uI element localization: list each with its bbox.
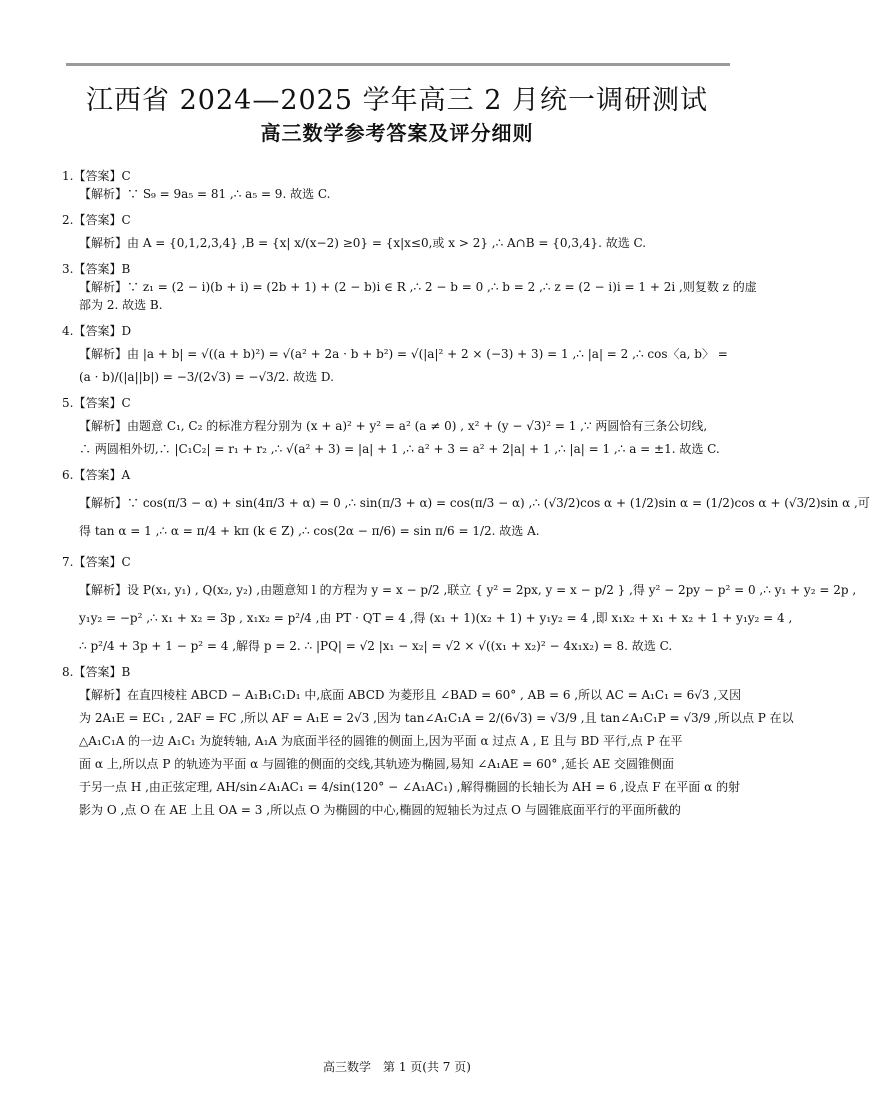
q8-explanation-line: △A₁C₁A 的一边 A₁C₁ 为旋转轴, A₁A 为底面半径的圆锥的侧面上,因为平面 α 过点 A , E 且与 BD 平行,点 P 在平 (79, 734, 683, 748)
q4-explanation-line: 【解析】由 |a + b| = √((a + b)²) = √(a² + 2a · b + b²) = √(|a|² + 2 × (−3) + 3) = 1 ,∴ |a| = 2 ,∴ cos〈a, b〉 = (79, 347, 728, 361)
header-rule (66, 63, 730, 66)
q6-explanation-line: 得 tan α = 1 ,∴ α = π/4 + kπ (k ∈ Z) ,∴ cos(2α − π/6) = sin π/6 = 1/2. 故选 A. (79, 524, 540, 538)
q7-answer: 7.【答案】C (62, 555, 131, 569)
q8-explanation-line: 影为 O ,点 O 在 AE 上且 OA = 3 ,所以点 O 为椭圆的中心,椭圆的短轴长为过点 O 与圆锥底面平行的平面所截的 (79, 803, 681, 817)
q8-explanation-line: 【解析】在直四棱柱 ABCD − A₁B₁C₁D₁ 中,底面 ABCD 为菱形且 ∠BAD = 60° , AB = 6 ,所以 AC = A₁C₁ = 6√3 ,又因 (79, 688, 742, 702)
q5-explanation-line: ∴ 两圆相外切,∴ |C₁C₂| = r₁ + r₂ ,∴ √(a² + 3) = |a| + 1 ,∴ a² + 3 = a² + 2|a| + 1 ,∴ |a| = 1 ,∴ a = ±1. 故选 C. (79, 442, 720, 456)
q6-answer: 6.【答案】A (62, 468, 131, 482)
page-title: 江西省 2024—2025 学年高三 2 月统一调研测试 (86, 85, 708, 116)
q3-explanation-line: 【解析】∵ z₁ = (2 − i)(b + i) = (2b + 1) + (2 − b)i ∈ R ,∴ 2 − b = 0 ,∴ b = 2 ,∴ z = (2 − i)i = 1 + 2i ,则复数 z 的虚 (79, 280, 757, 294)
q1-explanation-line: 【解析】∵ S₉ = 9a₅ = 81 ,∴ a₅ = 9. 故选 C. (79, 187, 331, 201)
q8-explanation-line: 面 α 上,所以点 P 的轨迹为平面 α 与圆锥的侧面的交线,其轨迹为椭圆,易知 ∠A₁AE = 60° ,延长 AE 交圆锥侧面 (79, 757, 675, 771)
q2-explanation-line: 【解析】由 A = {0,1,2,3,4} ,B = {x| x/(x−2) ≥0} = {x|x≤0,或 x > 2} ,∴ A∩B = {0,3,4}. 故选 C. (79, 236, 647, 250)
q8-answer: 8.【答案】B (62, 665, 131, 679)
q3-answer: 3.【答案】B (62, 262, 131, 276)
q4-answer: 4.【答案】D (62, 324, 132, 338)
q8-explanation-line: 于另一点 H ,由正弦定理, AH/sin∠A₁AC₁ = 4/sin(120° − ∠A₁AC₁) ,解得椭圆的长轴长为 AH = 6 ,设点 F 在平面 α 的射 (79, 780, 741, 794)
q7-explanation-line: y₁y₂ = −p² ,∴ x₁ + x₂ = 3p , x₁x₂ = p²/4 ,由 PT · QT = 4 ,得 (x₁ + 1)(x₂ + 1) + y₁y₂ = 4 ,即 x₁x₂ + x₁ + x₂ + 1 + y₁y₂ = 4 , (79, 611, 793, 625)
page-footer: 高三数学 第 1 页(共 7 页) (323, 1060, 471, 1074)
answer-content (62, 164, 870, 819)
q4-explanation-line: (a · b)/(|a||b|) = −3/(2√3) = −√3/2. 故选 D. (79, 370, 334, 384)
q7-explanation-line: ∴ p²/4 + 3p + 1 − p² = 4 ,解得 p = 2. ∴ |PQ| = √2 |x₁ − x₂| = √2 × √((x₁ + x₂)² − 4x₁x₂) = 8. 故选 C. (79, 639, 673, 653)
q7-explanation-line: 【解析】设 P(x₁, y₁) , Q(x₂, y₂) ,由题意知 l 的方程为 y = x − p/2 ,联立 { y² = 2px, y = x − p/2 } ,得 y² − 2py − p² = 0 ,∴ y₁ + y₂ = 2p , (79, 583, 857, 597)
q2-answer: 2.【答案】C (62, 213, 131, 227)
q6-explanation-line: 【解析】∵ cos(π/3 − α) + sin(4π/3 + α) = 0 ,∴ sin(π/3 + α) = cos(π/3 − α) ,∴ (√3/2)cos α + (1/2)sin α = (1/2)cos α + (√3/2)sin α ,可 (79, 496, 870, 510)
page-subtitle: 高三数学参考答案及评分细则 (260, 121, 534, 145)
q5-explanation-line: 【解析】由题意 C₁, C₂ 的标准方程分别为 (x + a)² + y² = a² (a ≠ 0) , x² + (y − √3)² = 1 ,∵ 两圆恰有三条公切线, (79, 419, 708, 433)
q1-answer: 1.【答案】C (62, 169, 131, 183)
q3-explanation-line: 部为 2. 故选 B. (79, 298, 163, 312)
q5-answer: 5.【答案】C (62, 396, 131, 410)
q8-explanation-line: 为 2A₁E = EC₁ , 2AF = FC ,所以 AF = A₁E = 2√3 ,因为 tan∠A₁C₁A = 2/(6√3) = √3/9 ,且 tan∠A₁C₁P = √3/9 ,所以点 P 在以 (79, 711, 794, 725)
